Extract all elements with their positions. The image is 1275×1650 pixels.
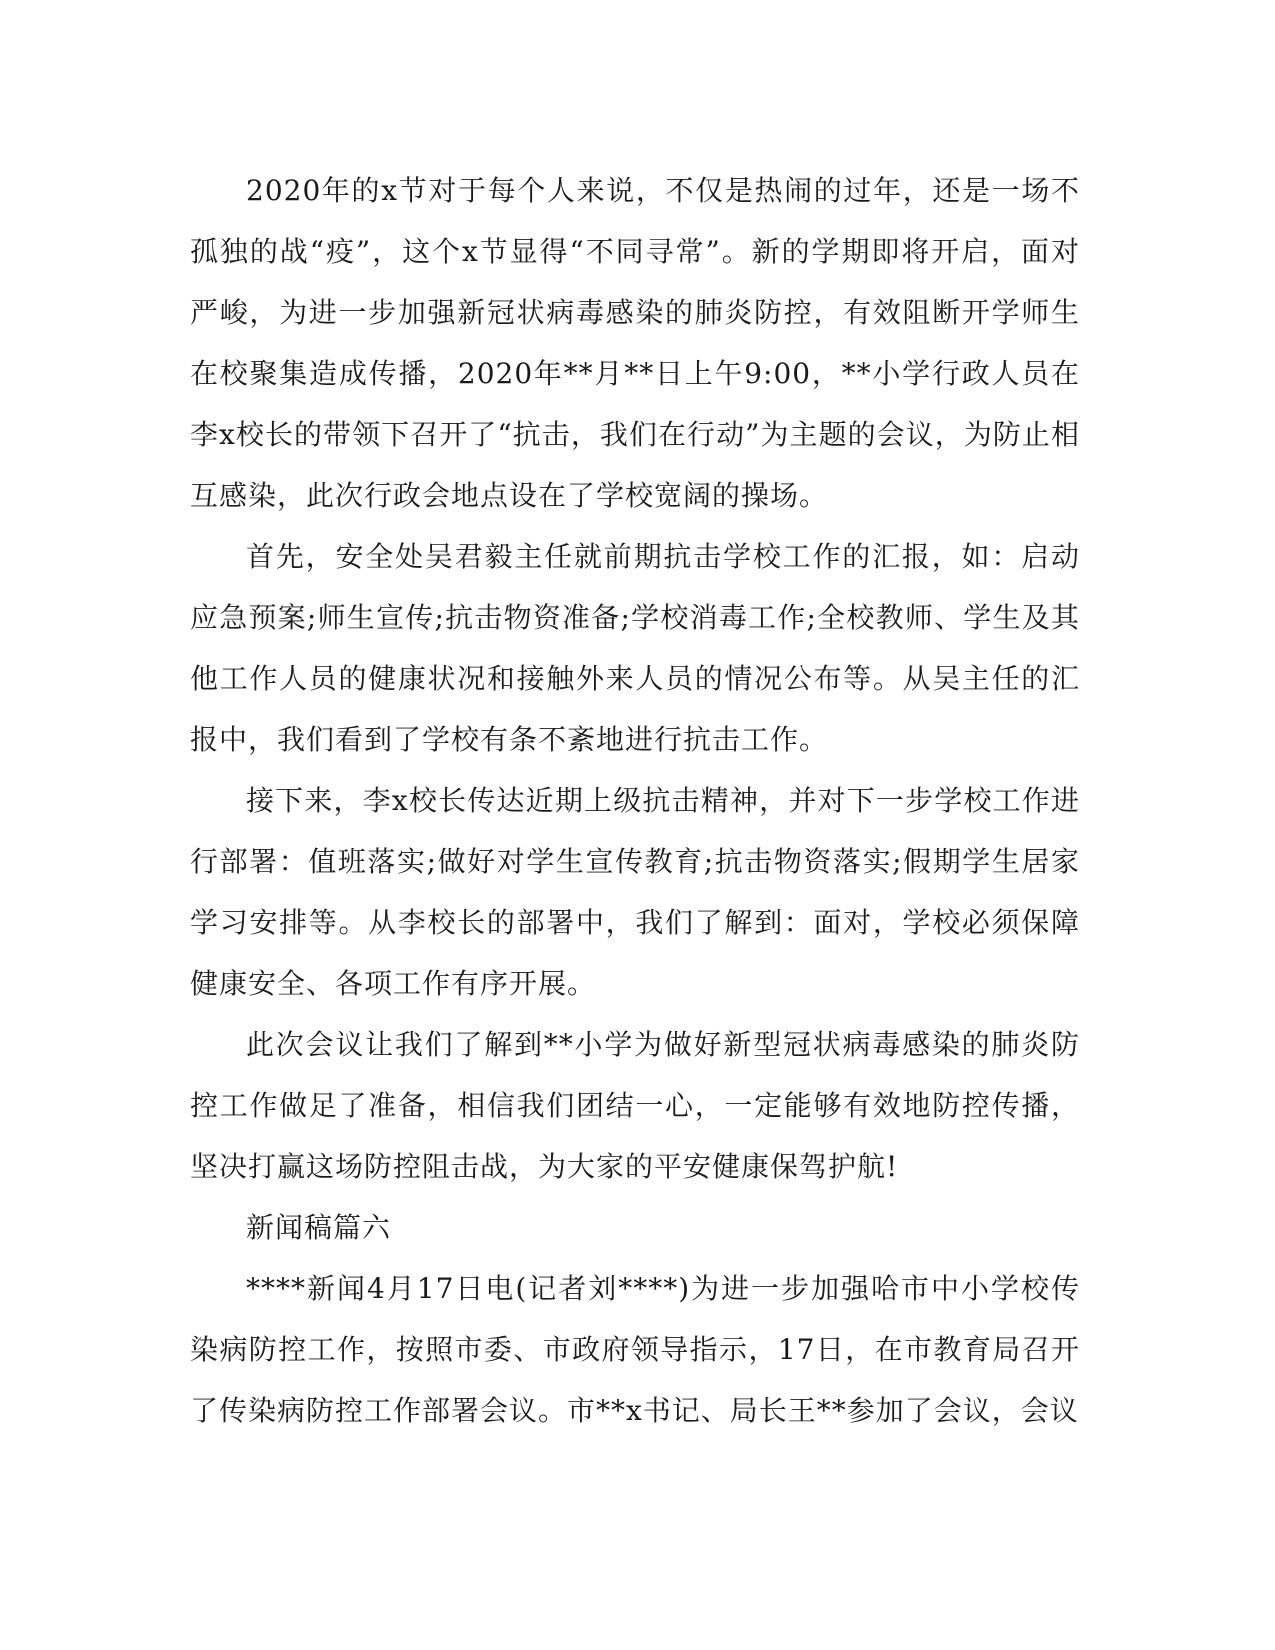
section-heading: 新闻稿篇六 — [246, 1211, 392, 1244]
paragraph-meeting-conclusion: 此次会议让我们了解到**小学为做好新型冠状病毒感染的肺炎防控工作做足了准备，相信我们团结一心，一定能够有效地防控传播，坚决打赢这场防控阻击战，为大家的平安健康保驾护航! — [190, 1028, 1080, 1183]
paragraph-safety-report: 首先，安全处吴君毅主任就前期抗击学校工作的汇报，如：启动应急预案;师生宣传;抗击物资准备;学校消毒工作;全校教师、学生及其他工作人员的健康状况和接触外来人员的情况公布等。从吴主任的汇报中，我们看到了学校有条不紊地进行抗击工作。 — [190, 540, 1080, 756]
paragraph-news-report: ****新闻4月17日电(记者刘****)为进一步加强哈市中小学校传染病防控工作，按照市委、市政府领导指示，17日，在市教育局召开了传染病防控工作部署会议。市**x书记、局长王**参加了会议，会议 — [190, 1272, 1080, 1427]
document-body — [190, 160, 1080, 1441]
paragraph-principal-deployment: 接下来，李x校长传达近期上级抗击精神，并对下一步学校工作进行部署：值班落实;做好对学生宣传教育;抗击物资落实;假期学生居家学习安排等。从李校长的部署中，我们了解到：面对，学校必须保障健康安全、各项工作有序开展。 — [190, 784, 1080, 1000]
paragraph-festival-meeting: 2020年的x节对于每个人来说，不仅是热闹的过年，还是一场不孤独的战“疫”，这个x节显得“不同寻常”。新的学期即将开启，面对严峻，为进一步加强新冠状病毒感染的肺炎防控，有效阻断开学师生在校聚集造成传播，2020年**月**日上午9:00，**小学行政人员在李x校长的带领下召开了“抗击，我们在行动”为主题的会议，为防止相互感染，此次行政会地点设在了学校宽阔的操场。 — [190, 174, 1080, 512]
